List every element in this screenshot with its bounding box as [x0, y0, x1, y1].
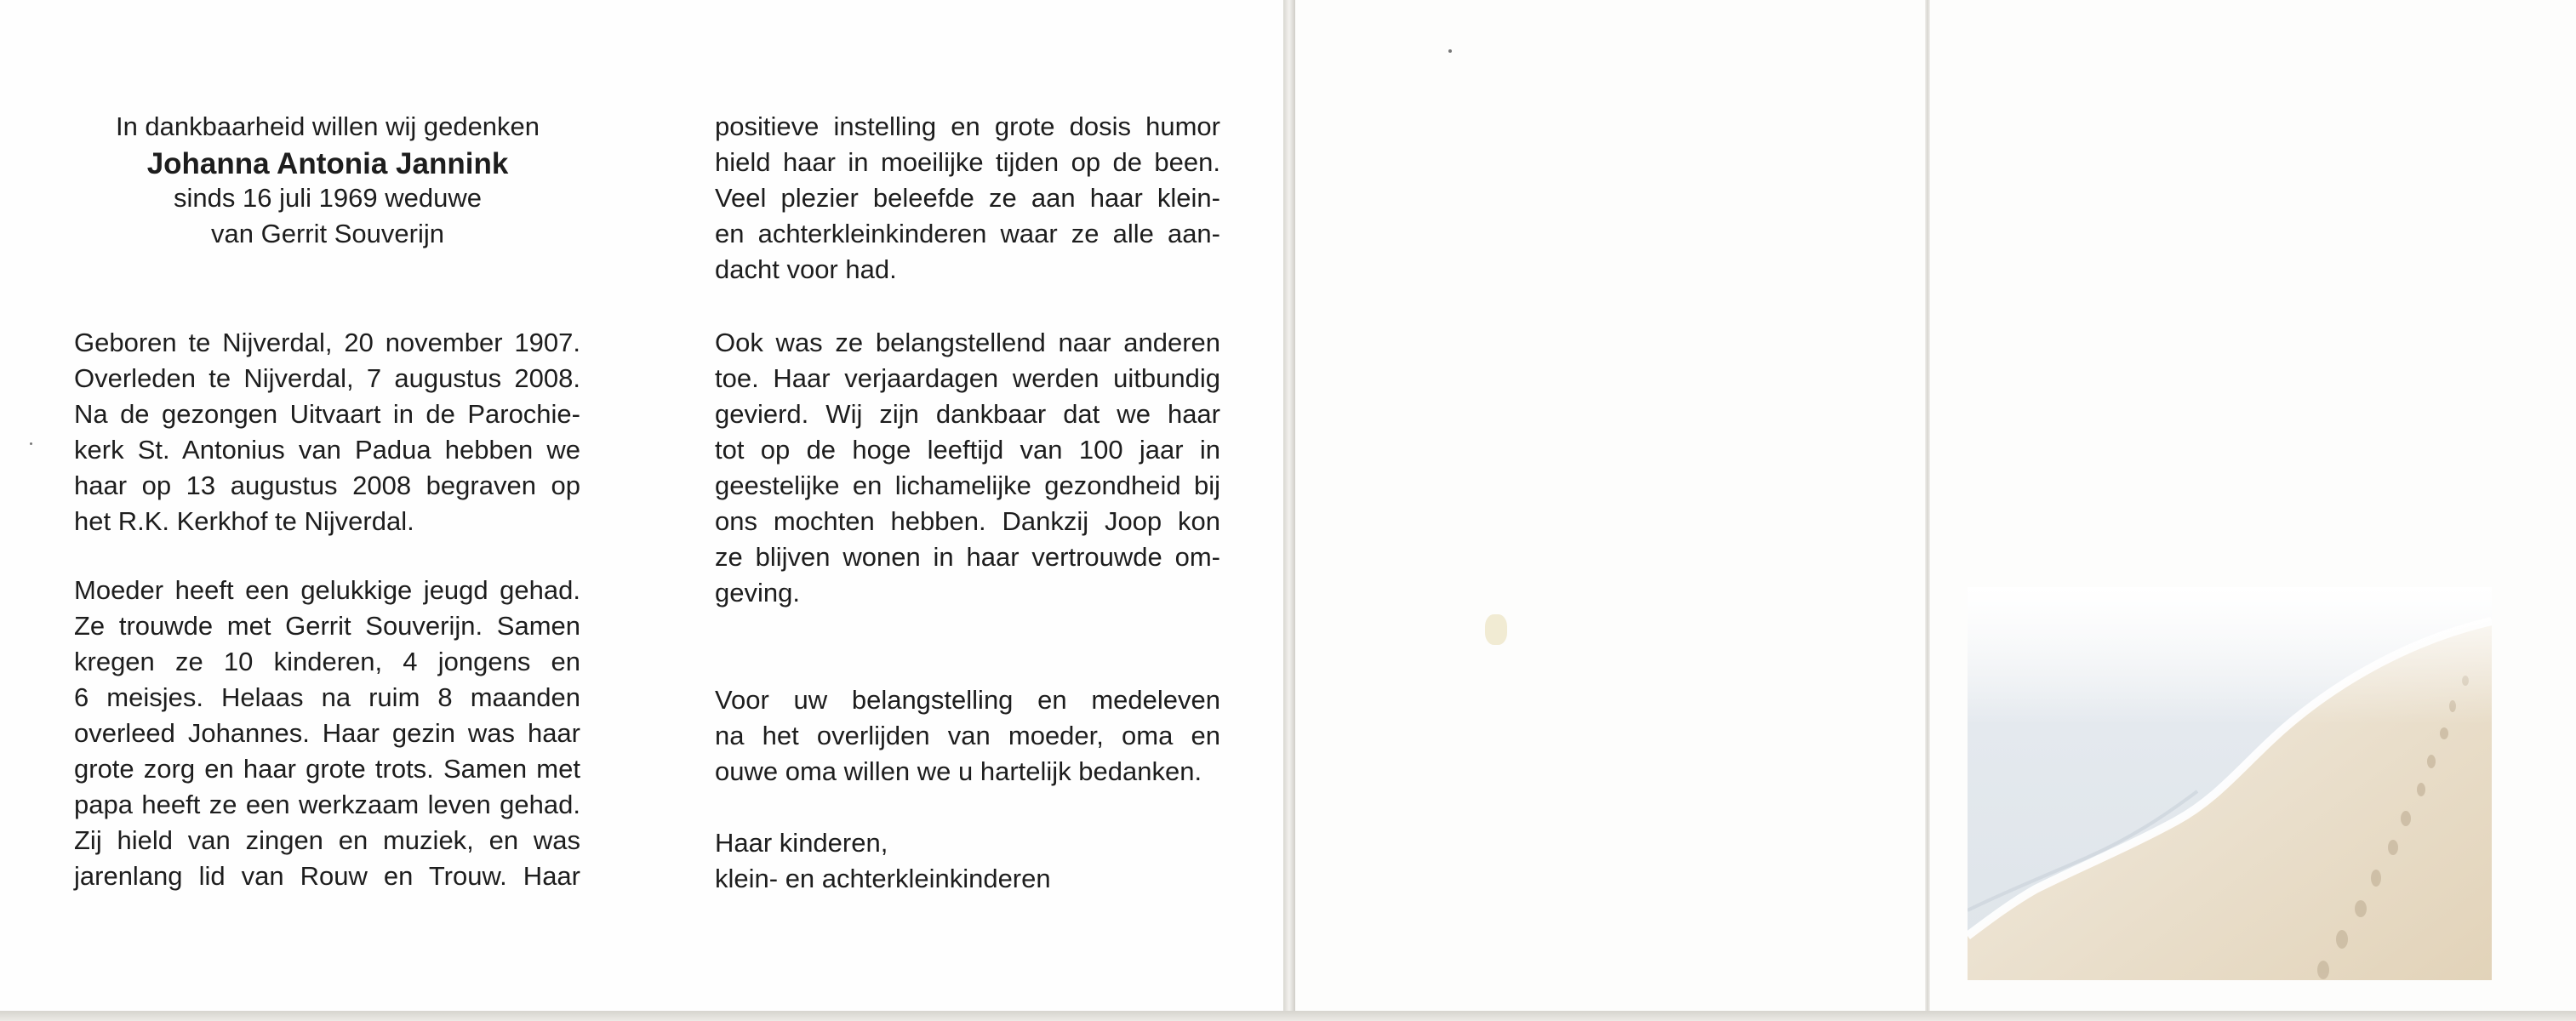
text-line: Ze trouwde met Gerrit Souverijn. Samen [74, 611, 580, 641]
text-line: kerk St. Antonius van Padua hebben we [74, 435, 580, 465]
text-line: toe. Haar verjaardagen werden uitbundig [715, 363, 1220, 393]
text-line: Veel plezier beleefde ze aan haar klein- [715, 183, 1220, 213]
card-fold [1283, 0, 1295, 1021]
deceased-name: Johanna Antonia Jannink [146, 147, 509, 180]
text-line: Zij hield van zingen en muziek, en was [74, 825, 580, 855]
text-line: ze blijven wonen in haar vertrouwde om- [715, 542, 1220, 572]
text-line: grote zorg en haar grote trots. Samen met [74, 754, 580, 784]
col2-paragraph-3 [715, 682, 1220, 790]
text-line: gevierd. Wij zijn dankbaar dat we haar [715, 399, 1220, 429]
text-line: Overleden te Nijverdal, 7 augustus 2008. [74, 363, 580, 393]
heading-block [72, 109, 583, 252]
text-line: haar op 13 augustus 2008 begraven op [74, 471, 580, 500]
text-line: Na de gezongen Uitvaart in de Parochie- [74, 399, 580, 429]
text-line: na het overlijden van moeder, oma en [715, 721, 1220, 750]
text-line: overleed Johannes. Haar gezin was haar [74, 718, 580, 748]
intro-line: In dankbaarheid willen wij gedenken [115, 111, 540, 141]
text-line: jarenlang lid van Rouw en Trouw. Haar [74, 861, 580, 891]
col2-paragraph-2 [715, 325, 1220, 611]
text-line: geestelijke en lichamelijke gezondheid bij [715, 471, 1220, 500]
text-line: 6 meisjes. Helaas na ruim 8 maanden [74, 682, 580, 712]
text-line: geving. [715, 578, 800, 607]
beach-footprints-photo [1968, 587, 2492, 980]
text-line: tot op de hoge leeftijd van 100 jaar in [715, 435, 1220, 465]
text-line: Haar kinderen, [715, 828, 888, 858]
text-line: papa heeft ze een werkzaam leven gehad. [74, 790, 580, 819]
text-line: Ook was ze belangstellend naar anderen [715, 328, 1220, 357]
text-line: Moeder heeft een gelukkige jeugd gehad. [74, 575, 580, 605]
col2-signature [715, 825, 1220, 897]
scan-smudge [1485, 614, 1507, 645]
text-line: ouwe oma willen we u hartelijk bedanken. [715, 756, 1202, 786]
widow-line: sinds 16 juli 1969 weduwe [174, 183, 482, 213]
beach-photo-art [1968, 587, 2492, 980]
text-line: Voor uw belangstelling en medeleven [715, 685, 1220, 715]
spouse-line: van Gerrit Souverijn [211, 219, 444, 248]
col1-paragraph-1 [74, 325, 580, 539]
text-line: klein- en achterkleinkinderen [715, 864, 1051, 893]
text-line: het R.K. Kerkhof te Nijverdal. [74, 506, 414, 536]
text-line: ons mochten hebben. Dankzij Joop kon [715, 506, 1220, 536]
text-line: Geboren te Nijverdal, 20 november 1907. [74, 328, 580, 357]
text-line: kregen ze 10 kinderen, 4 jongens en [74, 647, 580, 676]
scan-speck [30, 442, 32, 445]
text-line: dacht voor had. [715, 254, 897, 284]
text-line: positieve instelling en grote dosis humor [715, 111, 1220, 141]
card-edge [0, 1011, 2576, 1021]
card-crease [1925, 0, 1930, 1011]
col2-paragraph-1 [715, 109, 1220, 288]
text-line: en achterkleinkinderen waar ze alle aan- [715, 219, 1220, 248]
col1-paragraph-2 [74, 573, 580, 894]
scan-speck [1448, 49, 1452, 53]
text-line: hield haar in moeilijke tijden op de been. [715, 147, 1220, 177]
